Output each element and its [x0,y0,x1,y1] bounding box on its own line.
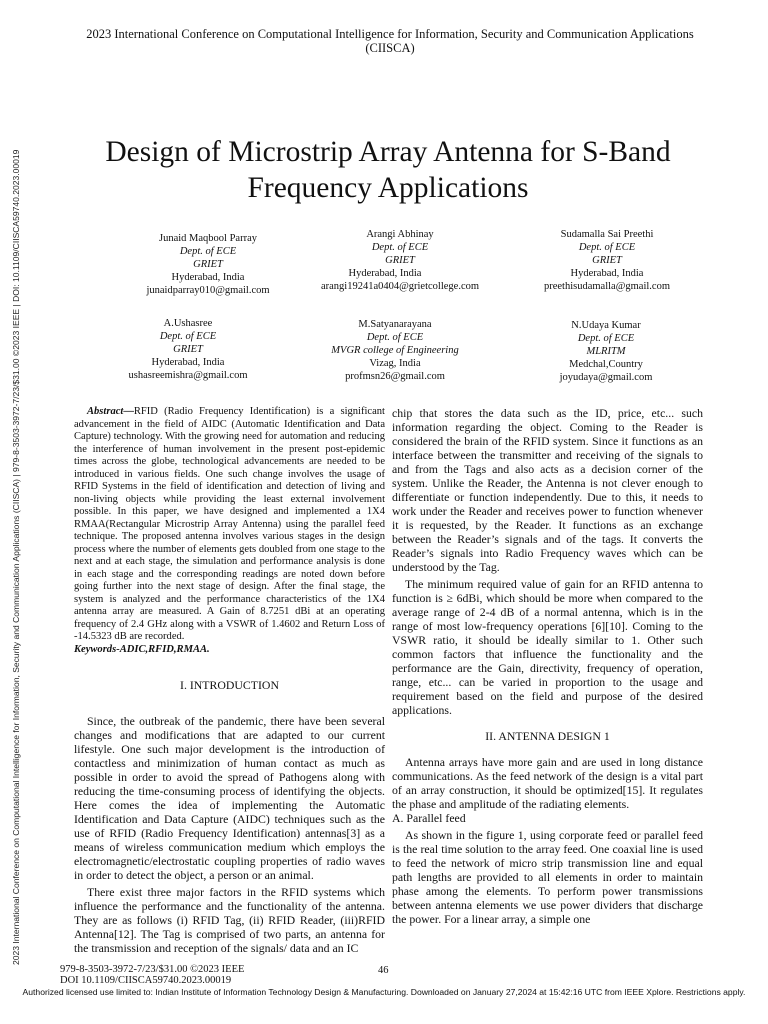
author-email: junaidparray010@gmail.com [146,285,270,296]
footer-identifiers [60,965,244,986]
author-dept: Dept. of ECE [159,331,217,342]
author-name: M.Satyanarayana [358,319,432,330]
author-block-5 [285,318,505,383]
author-dept: Dept. of ECE [578,242,636,253]
keywords: Keywords-ADIC,RFID,RMAA. [74,643,210,655]
author-institution: GRIET [385,255,415,266]
author-name: Junaid Maqbool Parray [159,233,257,244]
right-column [392,406,703,926]
side-doi-stamp [9,40,23,965]
intro-paragraph-2: There exist three major factors in the RFID systems which influence the performance and the functionality of the antenna. They are as follows (i) RFID Tag, (ii) RFID Reader, (iii)RFID Antenna[12]. The Tag is comprised of two parts, an antenna for the transmission and reception of the signals/ data and an IC [74,885,385,955]
author-city: Hyderabad, India [570,268,644,279]
author-institution: MLRITM [586,346,626,357]
author-name: Arangi Abhinay [366,229,434,240]
author-block-6 [496,319,716,384]
paper-title [60,134,716,206]
conference-header [60,27,720,55]
author-dept: Dept. of ECE [577,333,635,344]
conference-acronym: (CIISCA) [365,41,415,55]
subsection-heading-parallel-feed: A. Parallel feed [392,811,466,825]
section-heading-antenna-design: II. ANTENNA DESIGN 1 [485,729,610,743]
right-paragraph-2: The minimum required value of gain for an RFID antenna to function is ≥ 6dBi, which should be more when compared to the average range of 2-4 dB of a normal antenna, which is in the range of most low-frequency operations [6][10]. Coming to the VSWR ratio, it should be ideally similar to 1. Other such common factors that influence the functionality and the performance are the Gain, directivity, frequency of operation, range, etc... can be varied in proportion to the usage and requirement based on the field and purpose of the desired applications. [392,577,703,717]
abstract-label: Abstract [87,406,124,417]
author-email: profmsn26@gmail.com [345,371,445,382]
side-doi-stamp-text: 2023 International Conference on Computational Intelligence for Information, Security and Communication Applications (CIISCA) | 979-8-3503-3972-7/23/$31.00 ©2023 IEEE | DOI: 10.1109/CIISCA59740.2023.00019 [11,149,21,965]
footer-isbn: 979-8-3503-3972-7/23/$31.00 ©2023 IEEE [60,964,245,975]
author-email: preethisudamalla@gmail.com [543,281,670,292]
author-block-2 [290,228,510,293]
author-city: Hyderabad, India [171,272,245,283]
author-block-4 [78,317,298,382]
author-name: A.Ushasree [163,318,213,329]
author-name: Sudamalla Sai Preethi [560,229,654,240]
author-email: ushasreemishra@gmail.com [128,370,248,381]
abstract-text: RFID (Radio Frequency Identification) is a significant advancement in the field of AIDC (Automatic Identification and Data Capture) technology. With the growing need for automation and reducing the interference of human involvement in the present post-epidemic times across the globe, technological advancements are needed to be introduced in various fields. One such change involves the usage of RFID Systems in the field of identification and detection of living and non-living objects while providing the least external involvement possible. In this paper, we have designed and implemented a 1X4 RMAA(Rectangular Microstrip Array Antenna) using the parallel feed technique. The proposed antenna involves various stages in the design process where the number of elements gets doubled from one stage to the next and at each stage, the simulation and performance analysis is done in each stage and the corresponding readings are noted down before going further into the next stage of design. After the final stage, the system is analyzed and the performance characteristics of the 1X4 antenna array are measured. A Gain of 8.7251 dBi at an operating frequency of 2.4 GHz along with a VSWR of 1.4602 and Return Loss of -14.5323 dB are recorded. [74,406,385,642]
author-email: arangi19241a0404@grietcollege.com [320,281,480,292]
design-paragraph-1: Antenna arrays have more gain and are used in long distance communications. As the feed network of the design is a vital part of an array construction, it should be optimized[15]. It regulates the phase and amplitude of the radiating elements. [392,755,703,811]
footer-doi: DOI 10.1109/CIISCA59740.2023.00019 [60,974,232,986]
intro-paragraph-1: Since, the outbreak of the pandemic, there have been several changes and modifications that are adapted to our current lifestyle. One such major development is the introduction of contactless and minimization of human contact as much as possible in order to avoid the spread of Pathogens along with reducing the time-consuming process of identifying the objects. Here comes the idea of implementing the Automatic Identification and Data Capture (AIDC) techniques such as the use of RFID (Radio Frequency Identification) antennas[3] as a means of wireless communication medium which employs the electromagnetic/electrostatic coupling properties of radio waves in order to detect the object, a person or an animal. [74,714,385,882]
author-institution: MVGR college of Engineering [331,345,459,356]
author-dept: Dept. of ECE [366,332,424,343]
author-block-3 [497,228,717,293]
author-dept: Dept. of ECE [371,242,429,253]
author-block-1 [98,232,318,297]
paper-title-line-2: Frequency Applications [247,172,529,204]
author-name: N.Udaya Kumar [571,320,641,331]
page-number: 46 [378,965,389,976]
conference-name: 2023 International Conference on Computational Intelligence for Information, Security and Communication Applications [86,27,694,41]
author-city: Medchal,Country [569,359,643,370]
design-paragraph-2: As shown in the figure 1, using corporate feed or parallel feed is the real time solution to the array feed. One coaxial line is used to feed the network of micro strip transmission line and equal path lengths are provided to all elements in order to maintain phase among the elements. To perform power transmissions between antenna elements we use power dividers that discharge the power. For a linear array, a simple one [392,828,703,926]
author-email: joyudaya@gmail.com [559,372,653,383]
license-notice: Authorized licensed use limited to: Indian Institute of Information Technology Design & Manufacturing. Downloaded on January 27,2024 at 15:42:16 UTC from IEEE Xplore. Restrictions apply. [22,987,746,997]
author-institution: GRIET [193,259,223,270]
abstract-dash: — [123,406,134,417]
author-city: Hyderabad, India [151,357,225,368]
author-dept: Dept. of ECE [179,246,237,257]
abstract [74,406,385,644]
left-column [74,406,385,955]
section-heading-introduction: I. INTRODUCTION [180,678,279,692]
author-institution: GRIET [592,255,622,266]
right-paragraph-1: chip that stores the data such as the ID, price, etc... such information regarding the object. Coming to the Reader is considered the brain of the RFID system. Since it functions as an interface between the transmitter and receiving of the signals to and from the Tags and also acts as a decision corner of the system. Unlike the Reader, the Antenna is not clever enough to differentiate or function independently. Due to this, it needs to work under the Reader and receives power to function whenever it is requested, by the Reader. It functions as an exchange between the Reader’s signals and of the tags. It converts the Reader’s signals into Radio Frequency waves which can be understood by the Tag. [392,406,703,574]
author-institution: GRIET [173,344,203,355]
author-city: Hyderabad, India [348,268,422,279]
author-city: Vizag, India [369,358,421,369]
paper-title-line-1: Design of Microstrip Array Antenna for S-Band [105,136,671,168]
